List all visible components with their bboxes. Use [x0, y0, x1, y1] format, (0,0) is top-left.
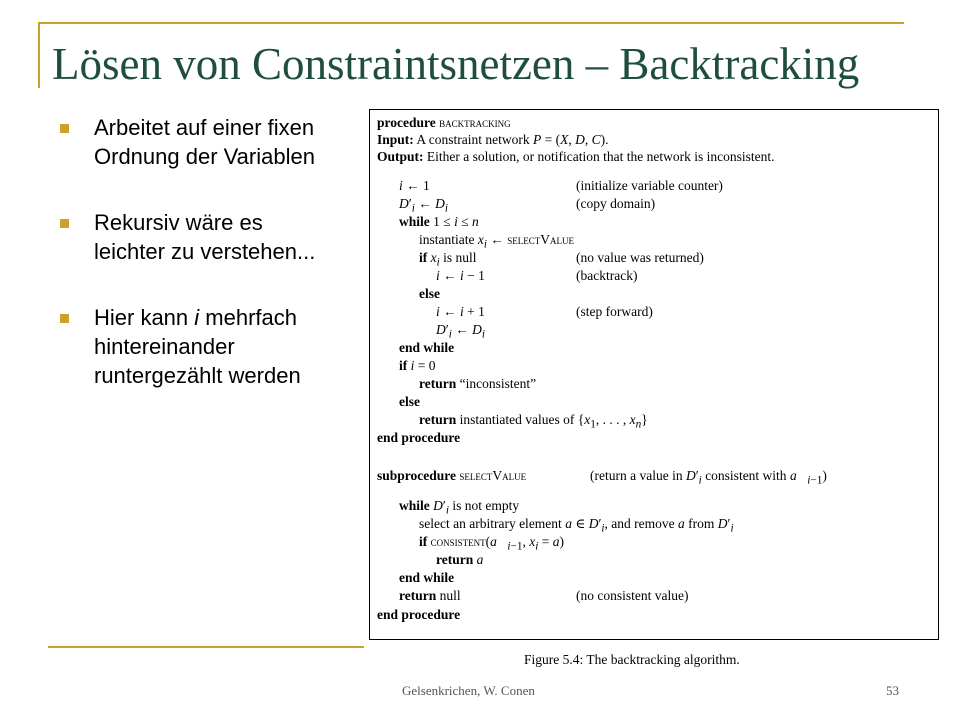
footer-text: Gelsenkrichen, W. Conen: [402, 683, 535, 698]
bullet-item: [58, 208, 318, 266]
algo-line: instantiate $x_i$ ← selectValue: [419, 232, 574, 251]
bullet-square-icon: [60, 124, 69, 133]
algo-line: Output: Either a solution, or notification that the network is inconsistent.: [377, 149, 775, 164]
algorithm-box: [369, 109, 939, 640]
algo-line: $D'_i$ ← $D_i$: [436, 322, 485, 341]
slide-title: Lösen von Constraintsnetzen – Backtracking: [52, 39, 860, 89]
algo-line: i ← i + 1: [436, 304, 485, 319]
algo-comment: (copy domain): [576, 196, 656, 211]
algo-line: subprocedure selectValue: [377, 468, 527, 483]
algo-line: procedure backtracking: [377, 115, 511, 130]
bullet-text: Arbeitet auf einer fixen Ordnung der Variablen: [94, 115, 315, 169]
algo-line: return instantiated values of {$x_1$, . . . , $x_n$}: [419, 412, 648, 431]
left-rule: [38, 22, 40, 88]
algo-line: Input: A constraint network P = (X, D, C).: [377, 132, 609, 147]
algo-line: i ← i − 1: [436, 268, 485, 283]
algo-comment: (step forward): [576, 304, 653, 319]
bullet-square-icon: [60, 219, 69, 228]
bullet-list: [58, 113, 318, 427]
algo-line: else: [419, 286, 440, 301]
top-rule: [38, 22, 904, 24]
algo-line: end while: [399, 570, 455, 585]
figure-caption: Figure 5.4: The backtracking algorithm.: [524, 652, 740, 667]
algo-line: end while: [399, 340, 455, 355]
algo-comment: (no consistent value): [576, 588, 689, 603]
algo-line: end procedure: [377, 607, 461, 622]
algo-comment: (backtrack): [576, 268, 638, 283]
algo-line: return null: [399, 588, 461, 603]
algo-line: while $D'_i$ is not empty: [399, 498, 520, 517]
algo-comment: (return a value in $D'_i$ consistent with $a⃗_{i-1}$): [590, 468, 827, 487]
algo-comment: (initialize variable counter): [576, 178, 723, 193]
algo-comment: (no value was returned): [576, 250, 704, 265]
algo-line: else: [399, 394, 420, 409]
algo-line: if $x_i$ is null: [419, 250, 477, 269]
algo-line: end procedure: [377, 430, 461, 445]
bullet-item: [58, 113, 318, 171]
algo-line: if $consistent(a⃗_{i-1}$, $x_i = a$): [419, 534, 565, 553]
algo-line: return a: [436, 552, 484, 567]
page-number: 53: [886, 683, 899, 698]
bullet-square-icon: [60, 314, 69, 323]
bottom-rule: [48, 646, 364, 648]
bullet-text: Hier kann i mehrfach hintereinander runtergezählt werden: [94, 305, 301, 388]
algo-line: if i = 0: [399, 358, 436, 373]
algo-line: i ← 1: [399, 178, 430, 193]
bullet-item: [58, 303, 318, 390]
algo-line: while 1 ≤ i ≤ n: [399, 214, 479, 229]
bullet-text: Rekursiv wäre es leichter zu verstehen...: [94, 210, 316, 264]
algo-line: $D'_i$ ← $D_i$: [399, 196, 448, 215]
algo-line: select an arbitrary element a ∈ $D'_i$, and remove a from $D'_i$: [419, 516, 734, 535]
algo-line: return “inconsistent”: [419, 376, 537, 391]
